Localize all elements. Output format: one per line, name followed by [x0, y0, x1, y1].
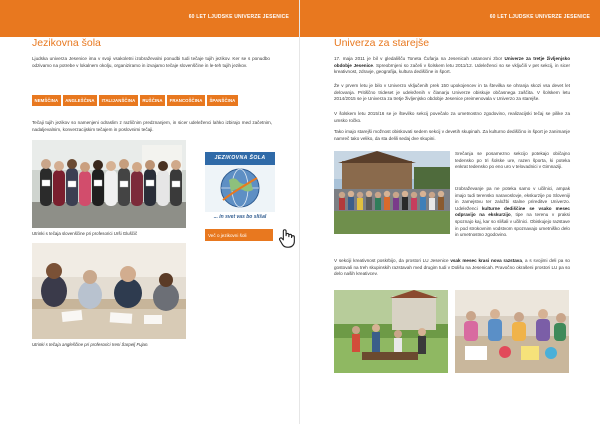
language-school-logo: [203, 150, 277, 226]
creativity-text-c: , a s svojimi deli pa so gostovali na treh skupinskih razstavah med drugim tudi v Dolišu na Jesenicah. Pravočno okrašeni prostori LU pa so delo naših kreativcev.: [334, 258, 570, 277]
tag-italian: ITALIJANŠČINA: [99, 95, 138, 106]
intro-paragraph: Ljudska univerza Jesenice ima v svoji vsakoletni izobraževalni ponudbi tudi tečaje tujih jezikov. Ker se s ponudbo odzivamo na potrebe v lokalnem okolju, organiziramo in izvajamo tečaje slovenščine in le-teh tujih jezikov.: [32, 56, 270, 68]
education-text-c: , tipe na terenu v praksi spoznajo kaj, kar so slišali v učilnici. Obiskujejo razstave in pod strokovnim vodstvom spoznavajo umetniško delo in umetnostno zgodovino.: [455, 212, 570, 238]
education-text-bold: kulturne dediščine se vsako mesec odpravijo na ekskurzijo: [455, 205, 570, 218]
creative-workshop-photo: [455, 290, 569, 373]
tag-french: FRANCOŠČINA: [167, 95, 205, 106]
groups-paragraph: Tako imajo starejši možnost obiskovati sedem sekcij v devetih skupinah. Za kulturno dediščino in šport je zanimanje namreč tako veliko, da sta delili sedaj dve skupini.: [334, 129, 570, 141]
header-band-right: [300, 0, 600, 37]
more-about-language-school-button[interactable]: Več o jezikovni šoli: [205, 229, 273, 241]
language-tags: [32, 95, 238, 106]
english-class-photo: [32, 243, 186, 339]
sections-paragraph: V šolskem letu 2015/16 se je številko sekcij povečalo za umetnostno zgodovino, realizacijski tečaj se pilike za umsko ročko.: [334, 111, 570, 123]
education-text-a: Izobraževanje pa ne poteka samo v učilnici, ampak imajo tudi terensko naravoslovje, ekskurzije po Sloveniji in zamejstvu ter založbi stalne prireditve Univerzo. Udeleženci: [455, 186, 570, 211]
page-title-language-school: Jezikovna šola: [32, 37, 101, 49]
right-page: [300, 0, 600, 424]
caption-english-class: Utrinki s tečaja angleščine pri profesorici Ireni Šarpelj Fujan.: [32, 342, 149, 347]
meetings-paragraph: Srečanja se posamezno sekcijo potekajo običajno tedensko po tri šolske ure, razen športa, ki poteka enkrat tedensko po eno uro v telovadnici v Gimnaziji.: [455, 151, 570, 170]
seniors-group-photo: [334, 151, 450, 234]
outdoor-activity-photo: [334, 290, 448, 373]
header-band-text-right: 60 LET LJUDSKE UNIVERZE JESENICE: [489, 14, 590, 20]
pointing-hand-icon: [276, 227, 298, 249]
logo-title-text: JEZIKOVNA ŠOLA: [214, 155, 266, 161]
creativity-text-bold: vsak mesec krasi nova razstava: [450, 258, 522, 263]
header-band: [0, 0, 299, 37]
founding-text-bold: Univerze za tretje življenjsko obdobje Jesenice: [334, 56, 570, 68]
header-band-text: 60 LET LJUDSKE UNIVERZE JESENICE: [188, 14, 289, 20]
membership-paragraph: Že v prvem letu je bilo v Univerzo vključenih prek 150 upokojencev in ta številka se ohranja skozi vsa devet let delovanja. Pritiščno trideset je udeleženih v članarju Univerze obiskuje občasnega zaščita. V šolskem letu 2014/2015 se je Univerza za tretje življenjsko obdobje Jesenice preimenovala v Univerzo za starejše.: [334, 83, 570, 102]
logo-tagline-text: ... in svet vas bo slišal: [213, 214, 267, 220]
education-paragraph: [455, 186, 570, 239]
creativity-paragraph: [334, 258, 570, 278]
creativity-text-a: V sekciji kreativnost poskrbijo, da prostori LU Jesenice: [334, 258, 451, 263]
page-title-university-for-seniors: Univerza za starejše: [334, 37, 430, 49]
tag-english: ANGLEŠČINA: [63, 95, 97, 106]
founding-paragraph: [334, 56, 570, 76]
tag-spanish: ŠPANŠČINA: [207, 95, 238, 106]
courses-paragraph: Tečaji tujih jezikov so namenjeni odraslim z različnim predznanjem, in sicer udeleženci lahko izbirajo med začetnim, nadaljevalnim, konverzacijskim tečajem in poslovnimi tečaji.: [32, 120, 272, 132]
caption-slovenian-class: Utrinki s tečaja slovenščine pri profesorici Urši Gluščič: [32, 231, 138, 236]
founding-text-a: 17. maja 2011 je bil v gledališču Toneta Čufarja na Jesenicah ustanovni zbor: [334, 56, 505, 61]
founding-text-c: . Spreobrnjeni so začeli v šolskem letu 2011/12. Udeleženci so se vključili v pet sekcij, in sicer kreativnost, zdravje, geografija, kultura dediščine in šport.: [334, 62, 570, 75]
tag-russian: RUŠČINA: [140, 95, 165, 106]
tag-german: NEMŠČINA: [32, 95, 61, 106]
slovenian-class-photo: [32, 140, 186, 228]
